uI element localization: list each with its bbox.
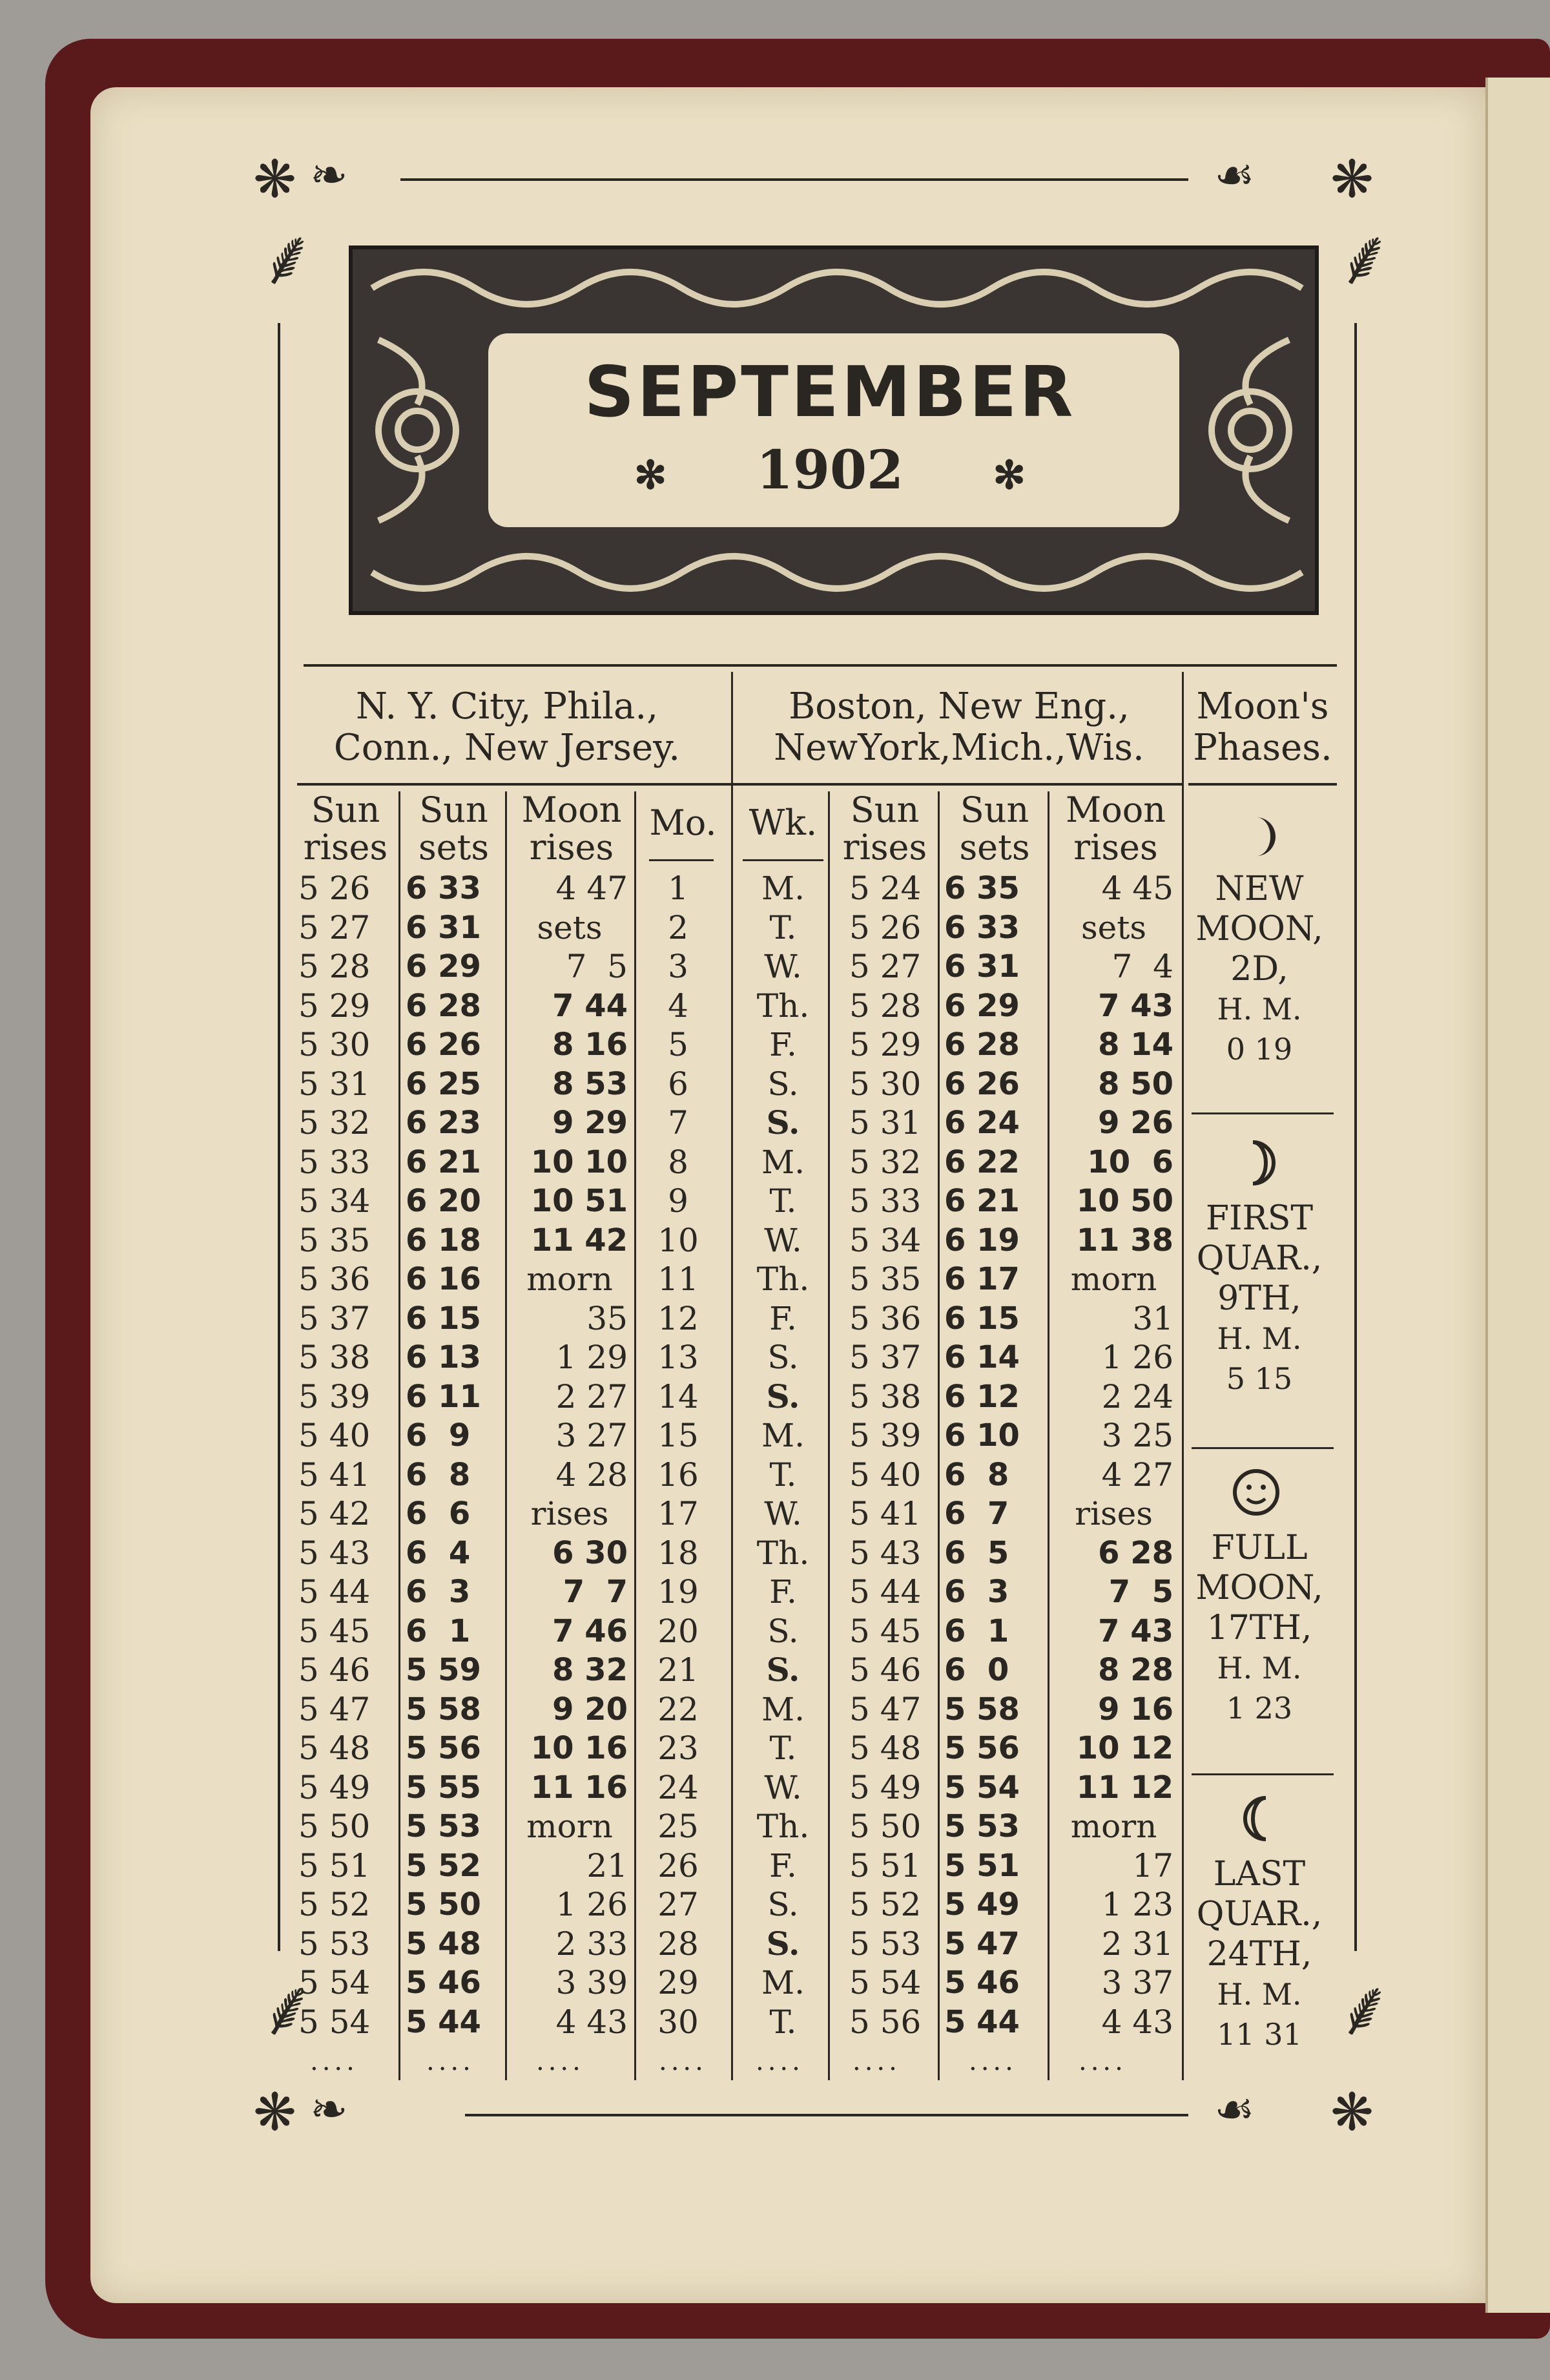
boston-sun-sets-header: Sun sets — [959, 789, 1030, 868]
ny-sun-sets-cell: 5 55 — [406, 1769, 481, 1806]
weekday-cell: W. — [764, 948, 802, 985]
boston-moon-rises-cell: 11 38 — [1076, 1222, 1173, 1258]
boston-sun-rises-cell: 5 29 — [849, 1026, 922, 1063]
ny-sun-sets-cell: 5 50 — [406, 1886, 481, 1923]
boston-sun-sets-cell: 5 49 — [944, 1886, 1020, 1923]
ny-sun-sets-cell: 6 11 — [406, 1378, 481, 1415]
boston-sun-sets-cell: 5 46 — [944, 1965, 1020, 2001]
phase-divider — [1192, 1112, 1334, 1114]
boston-sun-sets-cell: 6 28 — [944, 1027, 1020, 1063]
ny-sun-rises-cell: 5 46 — [298, 1651, 371, 1689]
boston-sun-sets-cell: 6 22 — [944, 1143, 1020, 1180]
ny-sun-rises-cell: 5 49 — [298, 1768, 371, 1806]
boston-sun-sets-cell: 6 12 — [944, 1378, 1020, 1415]
boston-moon-rises-cell: 17 — [1132, 1846, 1173, 1884]
ny-region-header: N. Y. City, Phila., Conn., New Jersey. — [333, 685, 681, 769]
boston-sun-rises-cell: 5 37 — [849, 1339, 922, 1376]
ny-moon-rises-cell: 10 10 — [530, 1143, 628, 1180]
ny-sun-rises-cell: 5 40 — [298, 1417, 371, 1454]
ny-sun-rises-header: Sun rises — [303, 789, 388, 868]
weekday-cell: S. — [766, 1103, 800, 1142]
ny-sun-sets-cell: 6 8 — [406, 1456, 471, 1493]
ny-sun-sets-cell: 6 31 — [406, 909, 481, 946]
boston-sun-sets-cell: 6 31 — [944, 948, 1020, 985]
new-moon-crescent-icon — [1234, 811, 1285, 862]
ny-moon-rises-cell: 9 20 — [552, 1691, 628, 1728]
ny-sun-sets-cell: 6 1 — [406, 1613, 471, 1649]
weekday-cell: Th. — [756, 986, 810, 1025]
ny-moon-rises-cell: 2 33 — [555, 1925, 628, 1963]
ny-sun-rises-cell: 5 48 — [298, 1729, 371, 1767]
ny-sun-sets-cell: 6 23 — [406, 1105, 481, 1141]
boston-region-header: Boston, New Eng., NewYork,Mich.,Wis. — [774, 685, 1144, 769]
ny-sun-sets-cell: 6 9 — [406, 1417, 471, 1454]
boston-moon-rises-cell: 8 14 — [1098, 1027, 1173, 1063]
boston-sun-sets-cell: 5 58 — [944, 1691, 1020, 1728]
ny-sun-rises-cell: 5 27 — [298, 908, 371, 946]
day-of-month-cell: 29 — [657, 1964, 699, 2001]
boston-moon-rises-cell: 10 6 — [1087, 1143, 1173, 1180]
boston-sun-rises-cell: 5 41 — [849, 1495, 922, 1532]
first-quarter-moon-icon — [1234, 1137, 1285, 1189]
weekday-cell: M. — [761, 1964, 805, 2001]
boston-sun-rises-cell: 5 52 — [849, 1886, 922, 1923]
boston-moon-rises-cell: rises — [1075, 1495, 1153, 1532]
ny-sun-sets-cell: 6 13 — [406, 1339, 481, 1375]
footer-dots: .... — [852, 2047, 901, 2076]
boston-sun-rises-cell: 5 24 — [849, 870, 922, 907]
scroll-ornament-icon: ⸙ — [1336, 1964, 1394, 2054]
table-row — [0, 1494, 1550, 1533]
day-of-month-cell: 18 — [657, 1534, 699, 1572]
corner-ornament-icon: ❋ — [253, 149, 297, 209]
ny-moon-rises-cell: 4 47 — [555, 870, 628, 907]
ny-sun-sets-cell: 6 26 — [406, 1027, 481, 1063]
ny-sun-rises-cell: 5 44 — [298, 1573, 371, 1611]
ny-moon-rises-cell: 21 — [586, 1846, 628, 1884]
ny-sun-sets-cell: 6 16 — [406, 1261, 481, 1297]
ny-sun-rises-cell: 5 39 — [298, 1377, 371, 1415]
ny-sun-sets-cell: 6 25 — [406, 1065, 481, 1102]
wk-header: Wk. — [749, 802, 818, 843]
ny-sun-rises-cell: 5 28 — [298, 948, 371, 985]
boston-sun-sets-cell: 5 44 — [944, 2003, 1020, 2040]
year: 1902 — [756, 439, 904, 501]
phase-divider — [1192, 1447, 1334, 1449]
boston-sun-rises-cell: 5 44 — [849, 1573, 922, 1611]
boston-moon-rises-cell: 1 26 — [1101, 1339, 1173, 1376]
ny-sun-sets-cell: 6 18 — [406, 1222, 481, 1258]
weekday-cell: F. — [769, 1573, 797, 1611]
boston-moon-rises-header: Moon rises — [1065, 789, 1166, 868]
ny-sun-rises-cell: 5 52 — [298, 1886, 371, 1923]
scroll-ornament-icon: ⸙ — [258, 213, 316, 303]
day-of-month-cell: 4 — [668, 986, 688, 1025]
boston-sun-sets-cell: 6 3 — [944, 1574, 1009, 1610]
boston-sun-sets-cell: 6 35 — [944, 870, 1020, 906]
table-row — [0, 1456, 1550, 1494]
boston-moon-rises-cell: 3 25 — [1101, 1417, 1173, 1454]
weekday-cell: S. — [767, 1612, 799, 1650]
day-of-month-cell: 25 — [657, 1808, 699, 1845]
boston-sun-rises-header: Sun rises — [842, 789, 927, 868]
full-moon-face-icon — [1230, 1467, 1282, 1518]
ny-moon-rises-cell: morn — [526, 1808, 613, 1845]
boston-sun-rises-cell: 5 31 — [849, 1104, 922, 1142]
ny-moon-rises-cell: morn — [526, 1260, 613, 1298]
boston-sun-rises-cell: 5 40 — [849, 1456, 922, 1494]
boston-moon-rises-cell: 11 12 — [1076, 1769, 1173, 1806]
table-row — [0, 1143, 1550, 1182]
boston-sun-sets-cell: 5 51 — [944, 1847, 1020, 1884]
weekday-cell: Th. — [756, 1808, 810, 1845]
moon-phase-new: NEW MOON, 2D, H. M. 0 19 — [1195, 870, 1323, 1067]
weekday-cell: T. — [769, 1182, 797, 1220]
ny-moon-rises-cell: 7 44 — [552, 987, 628, 1024]
ny-sun-rises-cell: 5 29 — [298, 986, 371, 1025]
footer-dots: .... — [756, 2047, 804, 2076]
boston-sun-rises-cell: 5 38 — [849, 1377, 922, 1415]
ny-sun-rises-cell: 5 47 — [298, 1690, 371, 1728]
ny-sun-rises-cell: 5 31 — [298, 1065, 371, 1103]
ny-moon-rises-cell: 4 43 — [555, 2003, 628, 2041]
ny-sun-sets-cell: 6 3 — [406, 1574, 471, 1610]
last-quarter-moon-icon — [1234, 1793, 1285, 1844]
boston-sun-sets-cell: 6 21 — [944, 1183, 1020, 1219]
ny-moon-rises-cell: 8 16 — [552, 1027, 628, 1063]
boston-sun-sets-cell: 6 7 — [944, 1496, 1009, 1532]
footer-dots: .... — [1079, 2047, 1127, 2076]
weekday-cell: M. — [761, 1143, 805, 1181]
ny-sun-rises-cell: 5 54 — [298, 2003, 371, 2041]
boston-sun-rises-cell: 5 43 — [849, 1534, 922, 1572]
corner-ornament-icon: ❋ — [1330, 149, 1374, 209]
boston-sun-rises-cell: 5 50 — [849, 1808, 922, 1845]
boston-sun-rises-cell: 5 49 — [849, 1768, 922, 1806]
boston-moon-rises-cell: 8 28 — [1098, 1652, 1173, 1688]
moon-phase-first-quarter: FIRST QUAR., 9TH, H. M. 5 15 — [1196, 1199, 1323, 1396]
flourish-ornament-icon: ☙ — [1214, 2083, 1255, 2136]
weekday-cell: T. — [769, 908, 797, 946]
boston-sun-sets-cell: 5 56 — [944, 1730, 1020, 1766]
boston-sun-sets-cell: 6 5 — [944, 1534, 1009, 1571]
ny-moon-rises-cell: 4 28 — [555, 1456, 628, 1494]
day-of-month-cell: 28 — [657, 1925, 699, 1963]
boston-sun-sets-cell: 6 24 — [944, 1105, 1020, 1141]
boston-moon-rises-cell: 1 23 — [1101, 1886, 1173, 1923]
boston-sun-rises-cell: 5 53 — [849, 1925, 922, 1963]
ny-sun-sets-cell: 6 15 — [406, 1300, 481, 1337]
ny-sun-sets-cell: 6 21 — [406, 1143, 481, 1180]
day-of-month-cell: 12 — [657, 1299, 699, 1337]
boston-sun-sets-cell: 5 47 — [944, 1925, 1020, 1962]
ny-sun-rises-cell: 5 34 — [298, 1182, 371, 1220]
day-of-month-cell: 23 — [657, 1729, 699, 1767]
mo-header: Mo. — [649, 802, 717, 843]
moon-phases-header: Moon's Phases. — [1193, 685, 1332, 769]
ny-moon-rises-cell: 7 7 — [563, 1574, 628, 1610]
ny-sun-rises-cell: 5 42 — [298, 1495, 371, 1532]
ny-moon-rises-cell: 6 30 — [552, 1534, 628, 1571]
boston-sun-sets-cell: 5 54 — [944, 1769, 1020, 1806]
ny-sun-sets-cell: 5 44 — [406, 2003, 481, 2040]
table-row — [0, 1103, 1550, 1142]
day-of-month-cell: 26 — [657, 1846, 699, 1884]
boston-sun-rises-cell: 5 48 — [849, 1729, 922, 1767]
weekday-cell: T. — [769, 2003, 797, 2041]
boston-moon-rises-cell: 4 27 — [1101, 1456, 1173, 1494]
boston-sun-rises-cell: 5 27 — [849, 948, 922, 985]
ny-sun-rises-cell: 5 45 — [298, 1612, 371, 1650]
ny-moon-rises-header: Moon rises — [521, 789, 622, 868]
boston-sun-sets-cell: 6 14 — [944, 1339, 1020, 1375]
boston-sun-sets-cell: 6 26 — [944, 1065, 1020, 1102]
boston-sun-sets-cell: 6 15 — [944, 1300, 1020, 1337]
ny-sun-sets-cell: 6 20 — [406, 1183, 481, 1219]
boston-moon-rises-cell: 9 16 — [1098, 1691, 1173, 1728]
boston-sun-rises-cell: 5 45 — [849, 1612, 922, 1650]
ny-sun-sets-cell: 6 6 — [406, 1496, 471, 1532]
weekday-cell: S. — [766, 1377, 800, 1415]
ny-sun-sets-cell: 5 53 — [406, 1808, 481, 1844]
table-row — [0, 1807, 1550, 1846]
table-row — [0, 1416, 1550, 1455]
ny-moon-rises-cell: 9 29 — [552, 1105, 628, 1141]
day-of-month-cell: 1 — [668, 870, 688, 907]
ny-moon-rises-cell: 8 32 — [552, 1652, 628, 1688]
ny-moon-rises-cell: 1 26 — [555, 1886, 628, 1923]
corner-ornament-icon: ❋ — [1330, 2082, 1374, 2142]
ny-sun-sets-cell: 5 52 — [406, 1847, 481, 1884]
ny-sun-rises-cell: 5 51 — [298, 1846, 371, 1884]
day-of-month-cell: 19 — [657, 1573, 699, 1611]
boston-sun-rises-cell: 5 28 — [849, 986, 922, 1025]
day-of-month-cell: 17 — [657, 1495, 699, 1532]
day-of-month-cell: 20 — [657, 1612, 699, 1650]
weekday-cell: M. — [761, 870, 805, 907]
boston-moon-rises-cell: morn — [1070, 1260, 1157, 1298]
weekday-cell: S. — [767, 1886, 799, 1923]
ny-sun-rises-cell: 5 35 — [298, 1221, 371, 1259]
boston-moon-rises-cell: 3 37 — [1101, 1964, 1173, 2001]
weekday-cell: S. — [767, 1339, 799, 1376]
ny-moon-rises-cell: 8 53 — [552, 1065, 628, 1102]
day-of-month-cell: 5 — [668, 1026, 688, 1063]
boston-moon-rises-cell: 10 12 — [1076, 1730, 1173, 1766]
ny-sun-rises-cell: 5 50 — [298, 1808, 371, 1845]
footer-dots: .... — [426, 2047, 475, 2076]
boston-sun-rises-cell: 5 56 — [849, 2003, 922, 2041]
weekday-cell: M. — [761, 1417, 805, 1454]
boston-moon-rises-cell: 7 5 — [1108, 1574, 1173, 1610]
day-of-month-cell: 30 — [657, 2003, 699, 2041]
boston-moon-rises-cell: 7 43 — [1098, 987, 1173, 1024]
ny-sun-sets-cell: 5 46 — [406, 1965, 481, 2001]
weekday-cell: T. — [769, 1729, 797, 1767]
ny-sun-sets-header: Sun sets — [418, 789, 490, 868]
scroll-ornament-icon: ⸙ — [1336, 213, 1394, 303]
boston-sun-sets-cell: 6 29 — [944, 987, 1020, 1024]
footer-dots: .... — [310, 2047, 358, 2076]
day-of-month-cell: 8 — [668, 1143, 688, 1181]
star-ornament-icon: ✻ — [993, 453, 1026, 498]
boston-sun-rises-cell: 5 54 — [849, 1964, 922, 2001]
day-of-month-cell: 24 — [657, 1768, 699, 1806]
table-row — [0, 1065, 1550, 1103]
boston-sun-sets-cell: 6 1 — [944, 1613, 1009, 1649]
ny-sun-sets-cell: 6 4 — [406, 1534, 471, 1571]
flourish-ornament-icon: ☙ — [1214, 149, 1255, 202]
ny-sun-rises-cell: 5 36 — [298, 1260, 371, 1298]
boston-sun-sets-cell: 6 10 — [944, 1417, 1020, 1454]
day-of-month-cell: 2 — [668, 908, 688, 946]
corner-ornament-icon: ❋ — [253, 2082, 297, 2142]
boston-sun-rises-cell: 5 39 — [849, 1417, 922, 1454]
boston-moon-rises-cell: 2 31 — [1101, 1925, 1173, 1963]
boston-sun-rises-cell: 5 47 — [849, 1690, 922, 1728]
ny-sun-rises-cell: 5 37 — [298, 1299, 371, 1337]
weekday-cell: W. — [764, 1768, 802, 1806]
ny-sun-sets-cell: 5 59 — [406, 1652, 481, 1688]
scroll-ornament-icon: ⸙ — [258, 1964, 316, 2054]
boston-sun-rises-cell: 5 36 — [849, 1299, 922, 1337]
day-of-month-cell: 11 — [657, 1260, 699, 1298]
weekday-cell: Th. — [756, 1260, 810, 1298]
day-of-month-cell: 14 — [657, 1377, 699, 1415]
ny-moon-rises-cell: 11 16 — [530, 1769, 628, 1806]
boston-moon-rises-cell: 7 43 — [1098, 1613, 1173, 1649]
weekday-cell: T. — [769, 1456, 797, 1494]
day-of-month-cell: 27 — [657, 1886, 699, 1923]
boston-sun-rises-cell: 5 51 — [849, 1846, 922, 1884]
boston-sun-sets-cell: 6 17 — [944, 1261, 1020, 1297]
boston-moon-rises-cell: 4 43 — [1101, 2003, 1173, 2041]
weekday-cell: F. — [769, 1846, 797, 1884]
boston-moon-rises-cell: 10 50 — [1076, 1183, 1173, 1219]
day-of-month-cell: 10 — [657, 1221, 699, 1259]
day-of-month-cell: 15 — [657, 1417, 699, 1454]
ny-sun-sets-cell: 6 28 — [406, 987, 481, 1024]
day-of-month-cell: 16 — [657, 1456, 699, 1494]
month-title: SEPTEMBER — [584, 352, 1076, 433]
boston-moon-rises-cell: 31 — [1132, 1299, 1173, 1337]
ny-sun-sets-cell: 6 29 — [406, 948, 481, 985]
ny-sun-sets-cell: 6 33 — [406, 870, 481, 906]
weekday-cell: F. — [769, 1026, 797, 1063]
ny-moon-rises-cell: 11 42 — [530, 1222, 628, 1258]
weekday-cell: F. — [769, 1299, 797, 1337]
phase-divider — [1192, 1773, 1334, 1775]
moon-phase-full: FULL MOON, 17TH, H. M. 1 23 — [1195, 1529, 1323, 1726]
footer-dots: .... — [536, 2047, 584, 2076]
boston-sun-rises-cell: 5 46 — [849, 1651, 922, 1689]
ny-moon-rises-cell: 2 27 — [555, 1377, 628, 1415]
boston-sun-rises-cell: 5 32 — [849, 1143, 922, 1181]
weekday-cell: W. — [764, 1221, 802, 1259]
ny-sun-rises-cell: 5 26 — [298, 870, 371, 907]
flourish-ornament-icon: ❧ — [310, 149, 348, 202]
day-of-month-cell: 21 — [657, 1651, 699, 1689]
weekday-cell: S. — [766, 1651, 800, 1689]
ny-moon-rises-cell: 7 5 — [566, 948, 628, 985]
weekday-cell: W. — [764, 1495, 802, 1532]
footer-dots: .... — [659, 2047, 707, 2076]
weekday-cell: S. — [767, 1065, 799, 1103]
ny-moon-rises-cell: 3 27 — [555, 1417, 628, 1454]
ny-sun-rises-cell: 5 53 — [298, 1925, 371, 1963]
weekday-cell: Th. — [756, 1534, 810, 1572]
boston-moon-rises-cell: 9 26 — [1098, 1105, 1173, 1141]
day-of-month-cell: 22 — [657, 1690, 699, 1728]
boston-moon-rises-cell: sets — [1080, 908, 1146, 946]
ny-sun-sets-cell: 5 56 — [406, 1730, 481, 1766]
boston-sun-rises-cell: 5 34 — [849, 1221, 922, 1259]
ny-sun-rises-cell: 5 33 — [298, 1143, 371, 1181]
ny-moon-rises-cell: 1 29 — [555, 1339, 628, 1376]
boston-sun-sets-cell: 5 53 — [944, 1808, 1020, 1844]
ny-moon-rises-cell: 35 — [586, 1299, 628, 1337]
ny-moon-rises-cell: 10 51 — [530, 1183, 628, 1219]
ny-sun-rises-cell: 5 41 — [298, 1456, 371, 1494]
boston-moon-rises-cell: 7 4 — [1111, 948, 1173, 985]
boston-moon-rises-cell: 6 28 — [1098, 1534, 1173, 1571]
day-of-month-cell: 13 — [657, 1339, 699, 1376]
ny-sun-rises-cell: 5 30 — [298, 1026, 371, 1063]
flourish-ornament-icon: ❧ — [310, 2083, 348, 2136]
boston-sun-sets-cell: 6 33 — [944, 909, 1020, 946]
boston-sun-sets-cell: 6 19 — [944, 1222, 1020, 1258]
boston-moon-rises-cell: 8 50 — [1098, 1065, 1173, 1102]
ny-sun-rises-cell: 5 54 — [298, 1964, 371, 2001]
boston-sun-rises-cell: 5 33 — [849, 1182, 922, 1220]
footer-dots: .... — [969, 2047, 1017, 2076]
boston-sun-rises-cell: 5 30 — [849, 1065, 922, 1103]
ny-moon-rises-cell: 10 16 — [530, 1730, 628, 1766]
boston-sun-rises-cell: 5 35 — [849, 1260, 922, 1298]
weekday-cell: S. — [766, 1924, 800, 1963]
ny-sun-rises-cell: 5 38 — [298, 1339, 371, 1376]
day-of-month-cell: 9 — [668, 1182, 688, 1220]
ny-moon-rises-cell: sets — [537, 908, 603, 946]
boston-sun-rises-cell: 5 26 — [849, 908, 922, 946]
star-ornament-icon: ✻ — [634, 453, 667, 498]
boston-moon-rises-cell: 2 24 — [1101, 1377, 1173, 1415]
ny-sun-rises-cell: 5 43 — [298, 1534, 371, 1572]
ny-sun-rises-cell: 5 32 — [298, 1104, 371, 1142]
ny-moon-rises-cell: 7 46 — [552, 1613, 628, 1649]
boston-sun-sets-cell: 6 8 — [944, 1456, 1009, 1493]
boston-moon-rises-cell: 4 45 — [1101, 870, 1173, 907]
ny-sun-sets-cell: 5 58 — [406, 1691, 481, 1728]
day-of-month-cell: 3 — [668, 948, 688, 985]
ny-moon-rises-cell: rises — [530, 1495, 609, 1532]
day-of-month-cell: 6 — [668, 1065, 688, 1103]
ny-moon-rises-cell: 3 39 — [555, 1964, 628, 2001]
moon-phase-last-quarter: LAST QUAR., 24TH, H. M. 11 31 — [1196, 1855, 1323, 2052]
boston-sun-sets-cell: 6 0 — [944, 1652, 1009, 1688]
day-of-month-cell: 7 — [668, 1104, 688, 1142]
weekday-cell: M. — [761, 1690, 805, 1728]
boston-moon-rises-cell: morn — [1070, 1808, 1157, 1845]
ny-sun-sets-cell: 5 48 — [406, 1925, 481, 1962]
table-row — [0, 1729, 1550, 1768]
